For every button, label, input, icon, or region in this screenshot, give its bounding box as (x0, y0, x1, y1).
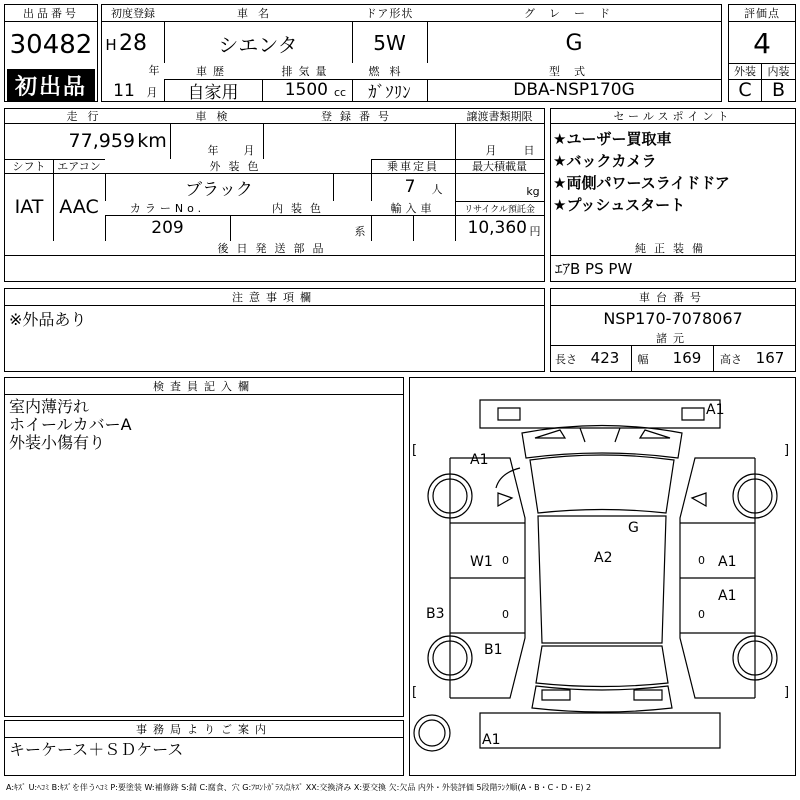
transfer-month-unit: 月 (485, 144, 497, 157)
front-bumper (480, 400, 720, 428)
import-label: 輸入車 (371, 201, 455, 215)
hood (522, 426, 682, 459)
inspection-label: 車検 (170, 109, 263, 123)
model: DBA-NSP170G (513, 80, 635, 100)
sales-point-item: ★バックカメラ (553, 152, 657, 170)
vehicle-header-box (101, 4, 722, 102)
history-label: 車歴 (164, 63, 262, 79)
zero-mark: 0 (502, 608, 509, 621)
displacement-label: 排気量 (262, 63, 352, 79)
shift-label: シフト (12, 160, 46, 173)
lot-number: 30482 (9, 30, 93, 60)
bracket-right: ] (784, 685, 790, 700)
chassis-number: NSP170-7078067 (603, 308, 743, 328)
inspection-year-unit: 年 (207, 144, 219, 157)
color: ブラック (185, 179, 253, 200)
mark-front-right: A1 (706, 402, 725, 418)
sales-point-item: ★両側パワースライドドア (553, 174, 730, 192)
bracket-left: [ (412, 443, 418, 458)
notes-label: 注意事項欄 (5, 289, 544, 305)
office-label: 事務局よりご案内 (5, 721, 403, 737)
color-no-label: カラーNo. (105, 201, 230, 215)
length-label: 長さ (555, 353, 577, 366)
office-text: キーケース＋ＳＤケース (9, 740, 184, 759)
score-box (728, 4, 796, 102)
dims-label: 諸元 (551, 331, 795, 345)
fuel-label: 燃料 (352, 63, 427, 79)
bracket-right: ] (784, 443, 790, 458)
bracket-left: [ (412, 685, 418, 700)
car-name: シエンタ (218, 32, 298, 57)
seats-unit: 人 (431, 183, 443, 196)
inspector-line: 外装小傷有り (9, 433, 106, 452)
car-diagram-svg (410, 378, 795, 775)
mark-left-rear-fender: B3 (426, 606, 445, 622)
sales-point-item: ★ユーザー買取車 (553, 130, 672, 148)
sales-point-item: ★プッシュスタート (553, 196, 686, 214)
shift: IAT (14, 196, 44, 218)
recycle-label: リサイクル預託金 (464, 204, 535, 215)
lot-label: 出品番号 (5, 5, 97, 21)
displacement-unit: cc (333, 85, 347, 99)
transfer-day-unit: 日 (523, 144, 535, 157)
width: 169 (672, 349, 702, 367)
office-box (4, 720, 404, 776)
int-color-unit: 系 (354, 225, 366, 238)
grade-label: グレード (427, 5, 721, 21)
reg-no-label: 登録番号 (263, 109, 455, 123)
mark-left-front-fender: A1 (470, 452, 489, 468)
recycle: 10,360 (467, 218, 527, 238)
windshield (530, 455, 674, 513)
mark-rear-bumper: A1 (482, 732, 501, 748)
chassis-label: 車台番号 (551, 289, 795, 305)
notes-text: ※外品あり (9, 310, 87, 329)
year-unit: 年 (148, 64, 160, 77)
displacement: 1500 (284, 80, 328, 100)
history: 自家用 (187, 82, 239, 103)
max-load-unit: kg (526, 184, 540, 198)
length: 423 (590, 349, 620, 367)
car-name-label: 車名 (164, 5, 352, 21)
width-label: 幅 (637, 353, 649, 366)
inspector-label: 検査員記入欄 (5, 378, 403, 394)
month-unit: 月 (146, 86, 158, 99)
int-color-label: 内装色 (230, 201, 371, 215)
zero-mark: 0 (698, 608, 705, 621)
mark-right-front-door: A1 (718, 554, 737, 570)
first-sale-badge: 初出品 (7, 69, 95, 101)
notes-box (4, 288, 545, 372)
height-label: 高さ (720, 353, 742, 366)
interior-grade: B (771, 79, 786, 101)
exterior-grade: C (738, 79, 752, 101)
sales-points-box (550, 108, 796, 282)
mark-left-door: W1 (470, 554, 493, 570)
damage-diagram (409, 377, 796, 776)
legend: A:ｷｽﾞ U:ﾍｺﾐ B:ｷｽﾞを伴うﾍｺﾐ P:要塗装 W:補修跡 S:錆 C:腐食、穴 G:ﾌﾛﾝﾄｶﾞﾗｽ点ｷｽﾞ XX:交換済み X:要交換 欠:欠品 内外・外装評価 5段階ﾗﾝｸ順(A・B・C・D・E) 2 (6, 782, 592, 792)
door-label: ドア形状 (352, 5, 427, 21)
rear-window (536, 646, 668, 687)
mark-hood: G (628, 520, 639, 536)
model-label: 型式 (427, 63, 721, 79)
mark-roof: A2 (594, 550, 613, 566)
height: 167 (755, 349, 785, 367)
ac-label: エアコン (57, 160, 101, 173)
score-label: 評価点 (729, 5, 795, 21)
mileage-unit: km (137, 130, 167, 152)
zero-mark: 0 (502, 554, 509, 567)
inspector-line: ホイールカバーA (9, 415, 132, 434)
lot-box (4, 4, 98, 102)
inspector-line: 室内薄汚れ (9, 397, 90, 416)
roof (538, 516, 666, 643)
mark-left-rear-quarter: B1 (484, 642, 503, 658)
recycle-unit: 円 (529, 225, 541, 238)
era: H (105, 36, 117, 54)
transfer-label: 譲渡書類期限 (455, 109, 544, 123)
reg-year: 28 (119, 30, 147, 56)
seats: 7 (404, 177, 416, 197)
chassis-box (550, 288, 796, 372)
inspection-month-unit: 月 (243, 144, 255, 157)
equipment-value: ｴｱB PS PW (555, 260, 633, 278)
interior-label: 内装 (767, 65, 790, 78)
ac: AAC (59, 196, 99, 218)
details-box (4, 108, 545, 282)
reg-month: 11 (113, 81, 135, 101)
rear-bumper-outline (480, 713, 720, 748)
reg-label: 初度登録 (102, 5, 164, 21)
mileage: 77,959 (68, 130, 135, 152)
sales-points-label: セールスポイント (551, 109, 795, 123)
door: 5W (373, 31, 406, 55)
score: 4 (753, 26, 771, 60)
color-no: 209 (151, 218, 184, 238)
color-label: 外装色 (105, 159, 371, 173)
fuel: ｶﾞｿﾘﾝ (368, 82, 411, 103)
mileage-label: 走行 (5, 109, 170, 123)
zero-mark: 0 (698, 554, 705, 567)
mark-right-rear-door: A1 (718, 588, 737, 604)
exterior-label: 外装 (734, 65, 756, 78)
max-load-label: 最大積載量 (472, 160, 527, 173)
seats-label: 乗車定員 (387, 160, 439, 173)
inspector-box (4, 377, 404, 717)
grade: G (565, 30, 583, 56)
later-parts-label: 後日発送部品 (5, 241, 544, 255)
equipment-label: 純正装備 (551, 241, 795, 255)
